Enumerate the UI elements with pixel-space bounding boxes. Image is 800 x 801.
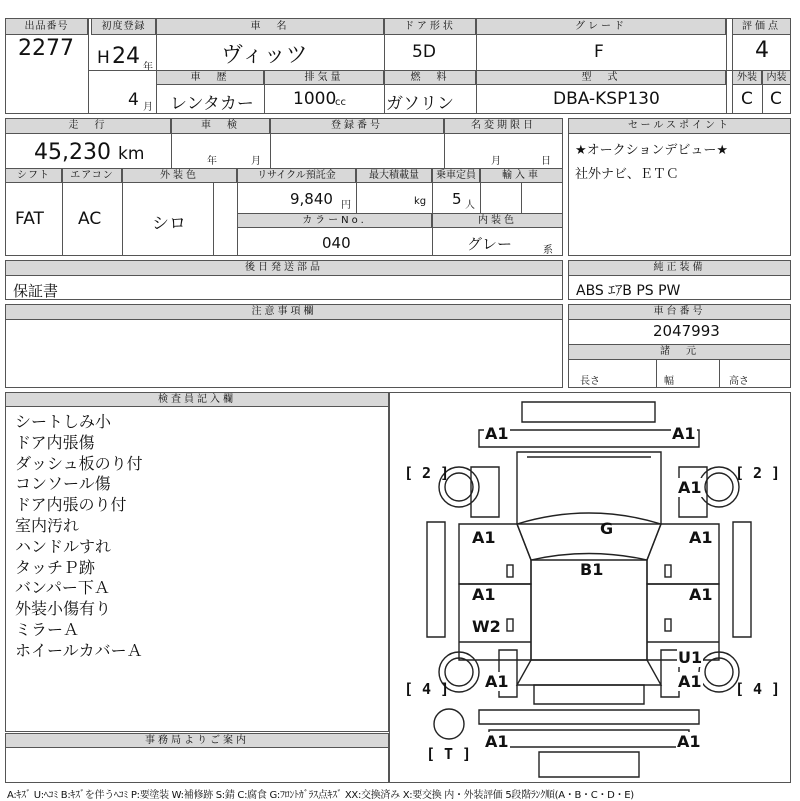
right-side-mirror-rail [733,522,751,637]
car-name-label: 車 名 [156,18,384,35]
era: H [97,48,110,68]
front-fender-right-damage: A1 [678,478,702,497]
note-line: タッチＰ跡 [15,557,96,577]
max-load-unit: kg [414,196,427,207]
ext-label: 外装 [732,70,762,85]
ac-value: AC [78,209,102,229]
inspection-label: 車 検 [171,118,270,134]
rear-door-left-damage-2: W2 [472,617,501,636]
note-line: ミラーＡ [15,619,80,639]
deadline-day-unit: 日 [541,156,551,167]
front-door-left-damage: A1 [472,528,496,547]
equipment-label: 純正装備 [568,260,791,276]
note-line: シートしみ小 [15,412,112,431]
lot-label: 出品番号 [5,18,88,35]
later-parts-value: 保証書 [13,282,59,300]
int-grade: C [770,89,782,109]
color-no-value: 040 [322,234,351,252]
interior-color-unit: 系 [543,245,553,256]
reg-no-label: 登録番号 [270,118,444,134]
history-value: レンタカー [170,94,254,114]
first-reg-label: 初度登録 [91,18,156,35]
lot-number: 2277 [18,36,74,61]
reg-year: 24 [112,44,140,69]
front-bumper-shape [522,402,655,422]
chassis-value: 2047993 [653,322,720,340]
color-no-label: カラーNo. [237,213,432,228]
max-load-label: 最大積載量 [356,168,432,183]
tire-rear-left: [ 4 ] [404,680,450,698]
recycle-value: 9,840 [290,190,333,208]
front-door-right-damage: A1 [689,528,713,547]
inspector-notes [15,412,375,662]
import-label: 輸入車 [480,168,563,183]
office-label: 事務局よりご案内 [5,733,389,748]
recycle-unit: 円 [341,200,351,211]
tire-front-left: [ 2 ] [404,464,450,482]
equipment-value: ABS ｴｱB PS PW [576,283,681,299]
grade-label: グレード [476,18,726,35]
front-bumper-left-damage: A1 [485,424,509,443]
int-label: 内装 [762,70,791,85]
rear-door-right-damage: A1 [689,585,713,604]
glass-damage: G [600,519,614,538]
color-label: 外装色 [122,168,237,183]
rear-fender-right-damage-2: A1 [678,672,702,691]
rear-bumper-shape [489,730,689,747]
note-line: ドア内張のり付 [15,495,127,515]
rear-door-left-damage-1: A1 [472,585,496,604]
tire-rear-right: [ 4 ] [735,680,781,698]
sales-point-label: セールスポイント [568,118,791,134]
note-line: ハンドルすれ [15,536,112,556]
insp-year-unit: 年 [207,156,217,167]
door-label: ドア形状 [384,18,476,35]
mileage-label: 走 行 [5,118,171,134]
chassis-label: 車台番号 [568,304,791,320]
capacity-value: 5 [452,190,462,208]
sales-line-2: 社外ナビ、ＥＴＣ [575,167,679,182]
note-line: 室内汚れ [15,515,80,535]
history-label: 車 歴 [156,70,264,85]
fuel-label: 燃 料 [384,70,476,85]
front-bumper-right-damage: A1 [672,424,696,443]
note-line: ドア内張傷 [15,432,95,452]
ext-grade: C [741,89,753,109]
model-label: 型 式 [476,70,726,85]
score-label: 評価点 [732,18,791,35]
shift-value: FAT [15,209,44,229]
notice-label: 注意事項欄 [5,304,563,320]
spec-width-label: 幅 [664,376,674,387]
note-line: コンソール傷 [15,474,111,494]
interior-color-value: グレー [467,235,513,253]
tire-front-right: [ 2 ] [735,464,781,482]
reg-year-unit: 年 [143,62,153,73]
mileage-value: 45,230 [34,140,111,165]
note-line: バンパー下Ａ [15,578,110,598]
insp-month-unit: 月 [251,156,261,167]
note-line: 外装小傷有り [15,599,112,619]
color-value: シロ [152,214,186,234]
rear-fender-right-damage-1: U1 [678,648,703,667]
capacity-unit: 人 [465,200,475,211]
car-diagram [389,392,791,783]
inspector-label: 検査員記入欄 [5,392,389,407]
mileage-unit: km [118,144,145,164]
car-name: ヴィッツ [221,43,308,68]
fuel-value: ガソリン [386,94,454,114]
shift-label: シフト [5,168,62,183]
rear-bumper-left-damage: A1 [485,732,509,751]
note-line: ダッシュ板のり付 [15,453,143,473]
displacement-value: 1000 [293,89,337,109]
windshield-shape [517,513,661,560]
displacement-unit: cc [335,97,346,108]
deadline-label: 名変期限日 [444,118,563,134]
recycle-label: リサイクル預託金 [237,168,356,183]
legend: A:ｷｽﾞ U:ﾍｺﾐ B:ｷｽﾞを伴うﾍｺﾐ P:要塗装 W:補修跡 S:錆 C:腐食 G:ﾌﾛﾝﾄｶﾞﾗｽ点ｷｽﾞ XX:交換済み X:要交換 内・外装評価 5段階ﾗﾝｸ順(A・B・C・D・E) [7,790,634,801]
rear-bumper-right-damage: A1 [677,732,701,751]
roof-damage: B1 [580,560,604,579]
interior-color-label: 内装色 [432,213,563,228]
ac-label: エアコン [62,168,122,183]
specs-label: 諸 元 [568,344,791,360]
reg-month-unit: 月 [143,102,153,113]
score-value: 4 [755,38,769,63]
note-line: ホイールカバーＡ [15,640,143,660]
rear-window-shape [517,660,661,685]
spare-tire: [ T ] [426,745,472,763]
deadline-month-unit: 月 [491,156,501,167]
rear-fender-left-damage: A1 [485,672,509,691]
spec-height-label: 高さ [729,376,749,387]
capacity-label: 乗車定員 [432,168,480,183]
sales-line-1: ★オークションデビュー★ [575,143,729,158]
left-side-mirror-rail [427,522,445,637]
spec-length-label: 長さ [580,376,600,387]
grade-value: F [594,42,604,62]
trunk-shape [534,685,644,704]
displacement-label: 排気量 [264,70,384,85]
office-box [5,733,389,783]
model-value: DBA-KSP130 [553,89,660,109]
later-parts-label: 後日発送部品 [5,260,563,276]
spare-wheel [434,709,464,739]
reg-month: 4 [128,90,139,110]
door-type: 5D [412,42,436,62]
